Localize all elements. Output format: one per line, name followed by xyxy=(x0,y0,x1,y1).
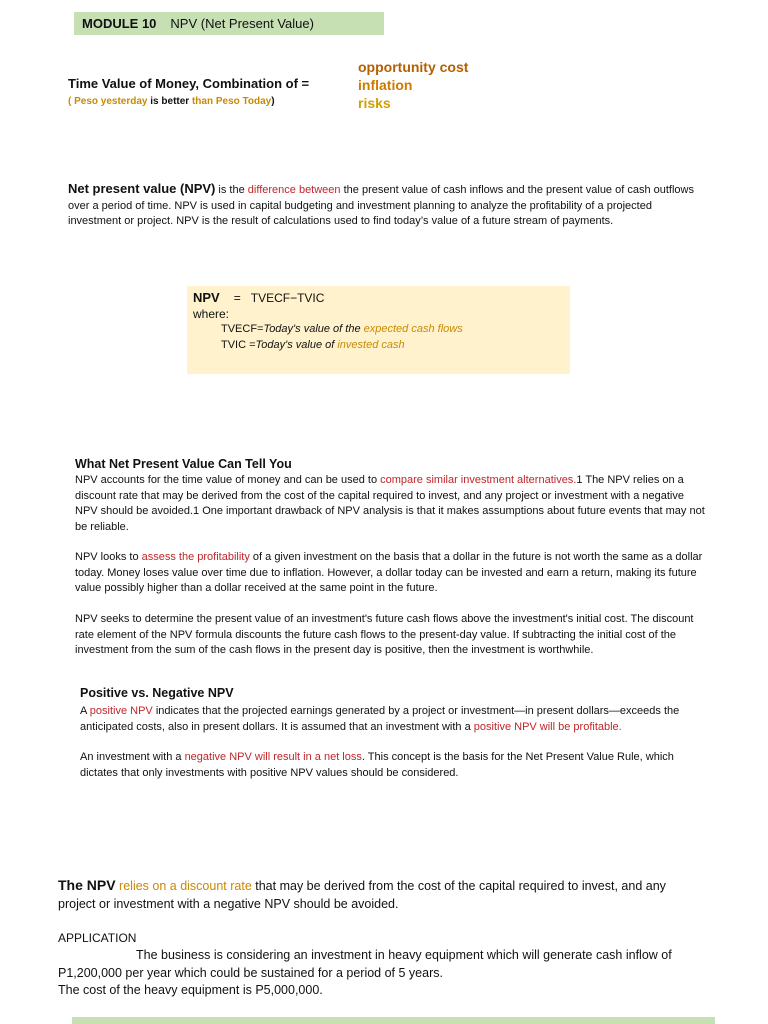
formula-def-tvecf: TVECF=Today's value of the expected cash flows xyxy=(221,323,463,335)
tvm-item-risks: risks xyxy=(358,95,391,111)
module-title: NPV (Net Present Value) xyxy=(170,16,314,31)
formula-rhs: TVECF−TVIC xyxy=(250,291,325,305)
npv-definition-paragraph: Net present value (NPV) is the difference between the present value of cash inflows and the present value of cash outflows over a period of time. NPV is used in capital budgeting and investment planning to analyze the profitability of a projected investment or project. NPV is the result of calculations used to find today’s value of a future stream of payments. xyxy=(68,181,694,227)
npv-formula-box xyxy=(187,286,570,374)
application-cost: The cost of the heavy equipment is P5,000,000. xyxy=(58,983,323,997)
tvm-components-list xyxy=(358,58,468,112)
tvm-item-opportunity-cost: opportunity cost xyxy=(358,59,469,75)
positive-negative-heading: Positive vs. Negative NPV xyxy=(80,686,234,700)
formula-def-tvic: TVIC =Today's value of invested cash xyxy=(221,339,405,351)
discount-rate-statement: The NPV relies on a discount rate that may be derived from the cost of the capital required to invest, and any project or investment with a negative NPV should be avoided. xyxy=(58,877,666,911)
formula-lhs: NPV xyxy=(193,290,220,305)
tvm-heading: Time Value of Money, Combination of = xyxy=(68,76,310,91)
positive-npv-paragraph: A positive NPV indicates that the projected earnings generated by a project or investment—in present dollars—exceeds the anticipated costs, also in present dollars. It is assumed that an investment with a positive NPV will be profitable. xyxy=(80,705,680,733)
bottom-divider-bar xyxy=(72,1017,715,1024)
tvm-item-inflation: inflation xyxy=(358,77,413,93)
negative-npv-paragraph: An investment with a negative NPV will result in a net loss. This concept is the basis for the Net Present Value Rule, which dictates that only investments with positive NPV values should be considered. xyxy=(80,751,674,779)
module-header-bar xyxy=(74,12,384,35)
application-label: APPLICATION xyxy=(58,931,137,945)
what-paragraph-3: NPV seeks to determine the present value of an investment's future cash flows above the investment's initial cost. The discount rate element of the NPV formula discounts the future cash flows to the present-day value. If subtracting the initial cost of the investment from the sum of the cash flows in the present day is positive, then the investment is worthwhile. xyxy=(75,613,694,656)
what-paragraph-2: NPV looks to assess the profitability of a given investment on the basis that a dollar in the future is not worth the same as a dollar today. Money loses value over time due to inflation. However, a dollar today can be invested and earn a return, making its future value possibly higher than a dollar received at the same point in the future. xyxy=(75,551,703,594)
formula-equals: = xyxy=(233,291,241,305)
what-npv-heading: What Net Present Value Can Tell You xyxy=(75,457,292,471)
application-text: The business is considering an investment in heavy equipment which will generate cash inflow of P1,200,000 per year which could be sustained for a period of 5 years. The cost of the heavy equipment is P5,000,000. xyxy=(58,948,672,997)
tvm-subtitle: ( Peso yesterday is better than Peso Today) xyxy=(68,96,275,107)
module-number: MODULE 10 xyxy=(82,16,157,31)
what-paragraph-1: NPV accounts for the time value of money and can be used to compare similar investment alternatives.1 The NPV relies on a discount rate that may be derived from the cost of the capital required to invest, and any project or investment with a negative NPV should be avoided.1 One important drawback of NPV analysis is that it makes assumptions about future events that may not be reliable. xyxy=(75,474,705,533)
npv-term: Net present value (NPV) xyxy=(68,181,216,196)
formula-where: where: xyxy=(193,307,230,321)
